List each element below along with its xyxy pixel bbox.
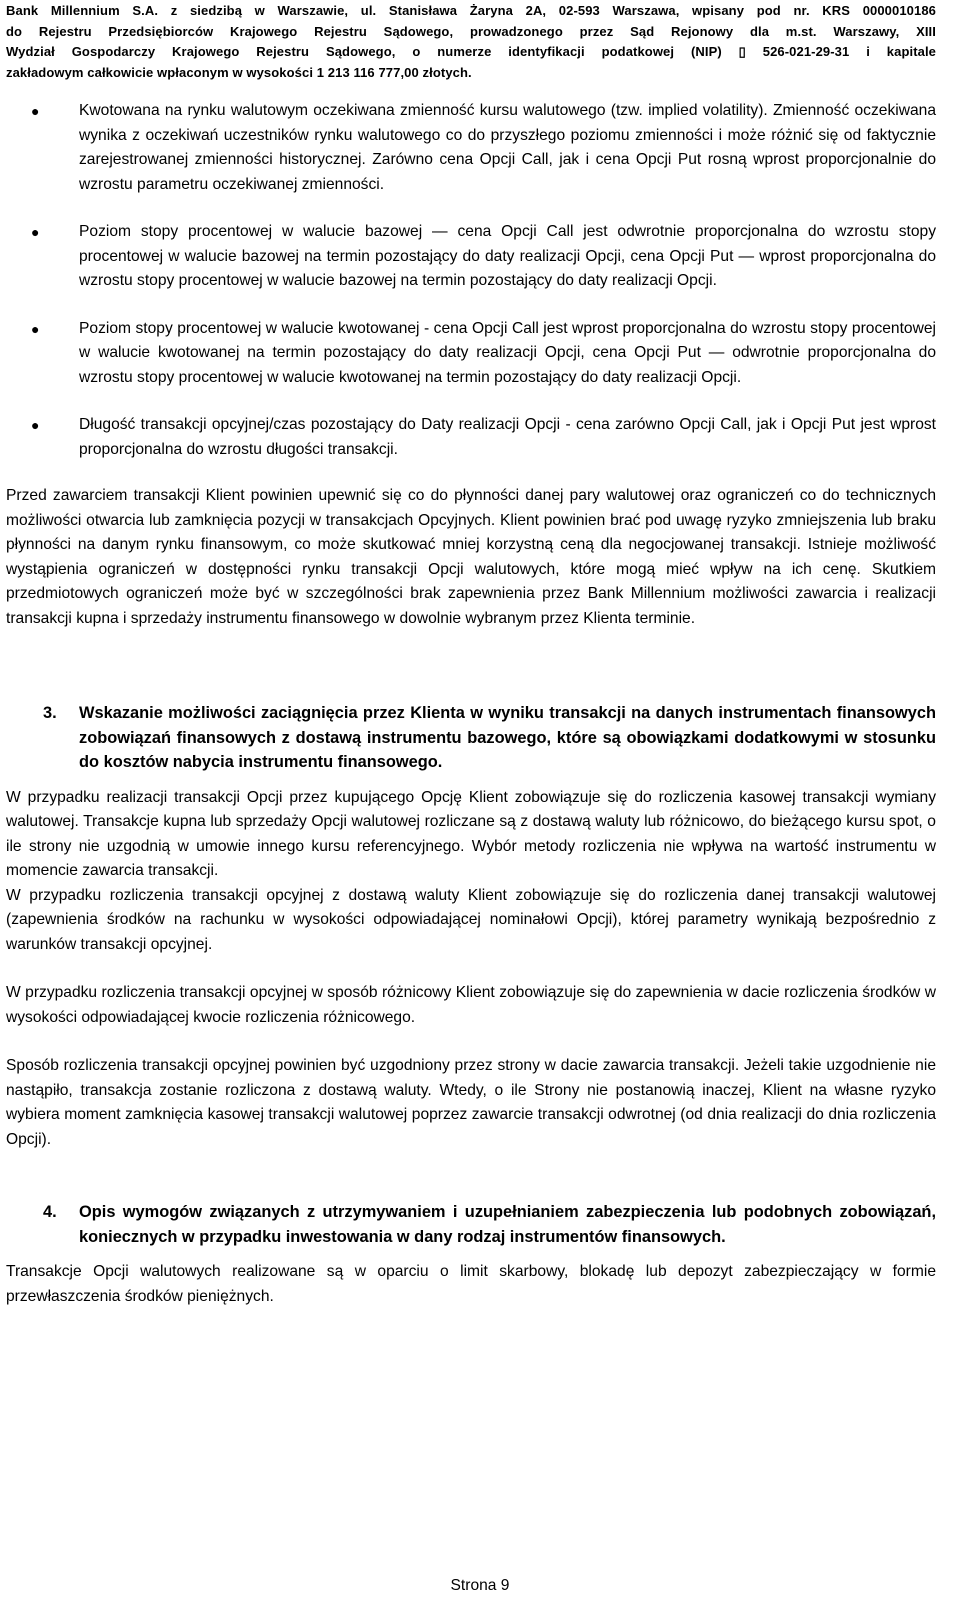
bullet-icon: ● — [31, 320, 40, 337]
section-3-paragraph-2: W przypadku rozliczenia transakcji opcyjnej z dostawą waluty Klient zobowiązuje się do rozliczenia danej transakcji walutowej (zapewnienia środków na rachunku w wysokości odpowiadającej nominałowi Opcji), której parametry wynikają bezpośrednio z warunków transakcji opcyjnej. — [6, 886, 936, 953]
section-3-paragraph-1: W przypadku realizacji transakcji Opcji przez kupującego Opcję Klient zobowiązuje się do rozliczenia kasowej transakcji wymiany walutowej. Transakcje kupna lub sprzedaży Opcji walutowej rozliczane są z dostawą waluty lub różnicowo, do bieżącego kursu spot, o ile strony nie uzgodnią w umowie innego kursu referencyjnego. Wybór metody rozliczenia nie wpływa na wartość instrumentu w momencie zawarcia transakcji. — [6, 788, 936, 879]
header-line-3: Wydział Gospodarczy Krajowego Rejestru Sądowego, o numerze identyfikacji podatkowej (NIP) ▯ 526-021-29-31 i kapitale — [6, 44, 936, 59]
list-item-text: Poziom stopy procentowej w walucie bazowej — cena Opcji Call jest odwrotnie proporcjonalna do wzrostu stopy procentowej w walucie bazowej na termin pozostający do daty realizacji Opcji, cena Opcji Put — wprost proporcjonalna do wzrostu stopy procentowej w walucie bazowej na termin pozostający do daty realizacji Opcji. — [79, 223, 936, 289]
section-3-paragraph-3: W przypadku rozliczenia transakcji opcyjnej w sposób różnicowy Klient zobowiązuje się do zapewnienia w dacie rozliczenia środków w wysokości odpowiadającej kwocie rozliczenia różnicowego. — [6, 984, 936, 1026]
liquidity-paragraph: Przed zawarciem transakcji Klient powinien upewnić się co do płynności danej pary walutowej oraz ograniczeń co do technicznych możliwości otwarcia lub zamknięcia pozycji w transakcjach Opcyjnych. Klient powinien brać pod uwagę ryzyko zmniejszenia lub braku płynności na danym rynku finansowym, co może skutkować mniej korzystną ceną dla negocjowanej transakcji. Istnieje możliwość wystąpienia ograniczeń w dostępności rynku transakcji Opcji walutowych, które mogą mieć wpływ na ich cenę. Skutkiem przedmiotowych ograniczeń może być w szczególności brak zapewnienia przez Bank Millennium możliwości zawarcia i realizacji transakcji kupna i sprzedaży instrumentu finansowego w dowolnie wybranym przez Klienta terminie. — [6, 487, 936, 627]
list-item — [6, 220, 936, 294]
header-line-4: zakładowym całkowicie wpłaconym w wysokości 1 213 116 777,00 złotych. — [6, 64, 472, 80]
list-item-text: Długość transakcji opcyjnej/czas pozostający do Daty realizacji Opcji - cena zarówno Opcji Call, jak i Opcji Put jest wprost proporcjonalna do wzrostu długości transakcji. — [79, 416, 936, 458]
section-title: Opis wymogów związanych z utrzymywaniem i uzupełnianiem zabezpieczenia lub podobnych zobowiązań, koniecznych w przypadku inwestowania w dany rodzaj instrumentów finansowych. — [79, 1203, 936, 1246]
section-3-heading — [6, 701, 936, 775]
list-item — [6, 99, 936, 197]
section-number: 4. — [43, 1203, 57, 1221]
list-item — [6, 413, 936, 462]
bullet-icon: ● — [31, 103, 40, 119]
header-line-2: do Rejestru Przedsiębiorców Krajowego Rejestru Sądowego, prowadzonego przez Sąd Rejonowy dla m.st. Warszawy, XIII — [6, 23, 936, 39]
page-number: Strona 9 — [450, 1577, 510, 1594]
list-item-text: Poziom stopy procentowej w walucie kwotowanej - cena Opcji Call jest wprost proporcjonalna do wzrostu stopy procentowej w walucie kwotowanej na termin pozostający do daty realizacji Opcji, cena Opcji Put — odwrotnie proporcjonalna do wzrostu stopy procentowej w walucie kwotowanej na termin pozostający do daty realizacji Opcji. — [79, 319, 936, 386]
list-item — [6, 317, 936, 391]
section-3-paragraph-4: Sposób rozliczenia transakcji opcyjnej powinien być uzgodniony przez strony w dacie zawarcia transakcji. Jeżeli takie uzgodnienie nie nastąpiło, transakcja zostanie rozliczona z dostawą waluty. Wtedy, o ile Strony nie postanowią inaczej, Klient na własne ryzyko wybiera moment zamknięcia kasowej transakcji walutowej poprzez zawarcie transakcji odwrotnej (od dnia realizacji do dnia rozliczenia Opcji). — [6, 1057, 936, 1148]
header-line-1: Bank Millennium S.A. z siedzibą w Warszawie, ul. Stanisława Żaryna 2A, 02-593 Warszawa, wpisany pod nr. KRS 0000010186 — [6, 3, 936, 18]
bullet-icon: ● — [31, 417, 40, 433]
list-item-text: Kwotowana na rynku walutowym oczekiwana zmienność kursu walutowego (tzw. implied volatility). Zmienność oczekiwana wynika z oczekiwań uczestników rynku walutowego co do przyszłego poziomu zmienności i może różnić się od faktycznie zarejestrowanej zmienności historycznej. Zarówno cena Opcji Call, jak i cena Opcji Put rosną wprost proporcjonalnie do wzrostu parametru oczekiwanej zmienności. — [79, 102, 936, 193]
section-title: Wskazanie możliwości zaciągnięcia przez Klienta w wyniku transakcji na danych instrumentach finansowych zobowiązań finansowych z dostawą instrumentu bazowego, które są obowiązkami dodatkowymi w stosunku do kosztów nabycia instrumentu finansowego. — [79, 704, 936, 771]
factors-list — [6, 99, 936, 462]
section-4-paragraph-1: Transakcje Opcji walutowych realizowane są w oparciu o limit skarbowy, blokadę lub depozyt zabezpieczający w formie przewłaszczenia środków pieniężnych. — [6, 1263, 936, 1305]
bullet-icon: ● — [31, 224, 40, 240]
section-number: 3. — [43, 704, 57, 722]
bank-header — [6, 0, 936, 83]
section-4-heading — [6, 1200, 936, 1249]
